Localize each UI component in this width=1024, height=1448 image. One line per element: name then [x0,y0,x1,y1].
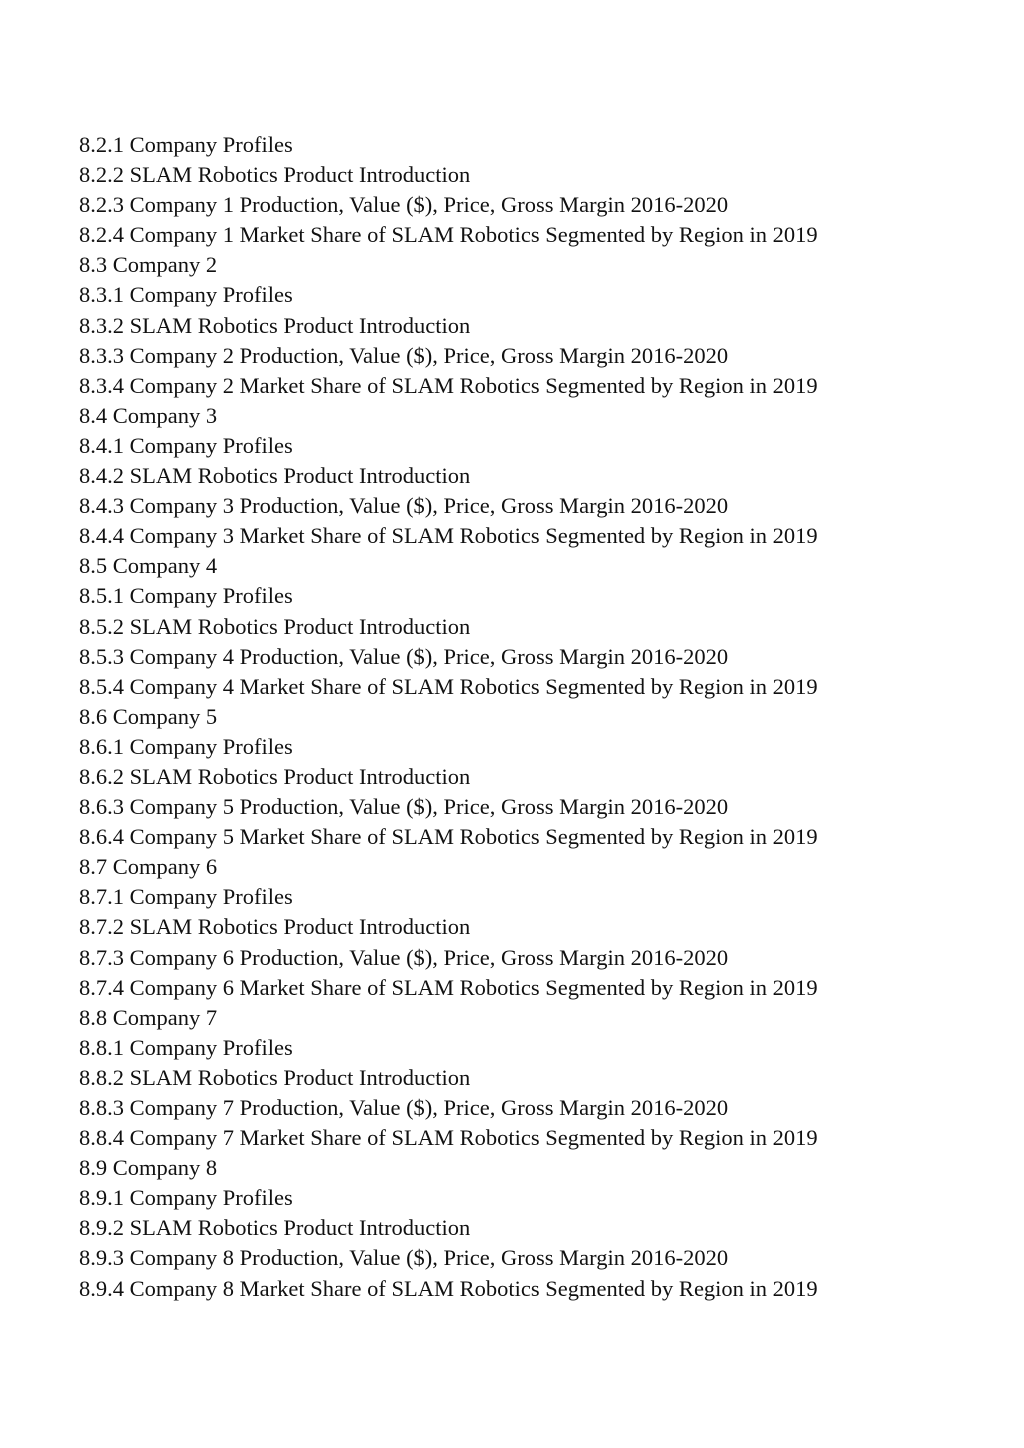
toc-line: 8.9 Company 8 [79,1155,218,1181]
toc-line: 8.3.1 Company Profiles [79,282,293,308]
toc-line: 8.6.4 Company 5 Market Share of SLAM Robotics Segmented by Region in 2019 [79,824,818,850]
toc-line: 8.9.1 Company Profiles [79,1185,293,1211]
toc-line: 8.4.1 Company Profiles [79,432,293,458]
toc-line: 8.3 Company 2 [79,252,218,278]
toc-line: 8.8.4 Company 7 Market Share of SLAM Robotics Segmented by Region in 2019 [79,1125,818,1151]
toc-line: 8.2.1 Company Profiles [79,132,293,157]
toc-line: 8.7.2 SLAM Robotics Product Introduction [79,914,471,940]
toc-line: 8.6.1 Company Profiles [79,733,293,759]
toc-line: 8.9.2 SLAM Robotics Product Introduction [79,1215,471,1241]
toc-line: 8.8 Company 7 [79,1004,218,1030]
toc-line: 8.7.1 Company Profiles [79,884,293,910]
toc-line: 8.6 Company 5 [79,703,218,729]
toc-line: 8.2.3 Company 1 Production, Value ($), Price, Gross Margin 2016-2020 [79,192,729,218]
toc-line: 8.3.3 Company 2 Production, Value ($), Price, Gross Margin 2016-2020 [79,342,729,368]
toc-line: 8.4 Company 3 [79,402,218,428]
toc-line: 8.6.2 SLAM Robotics Product Introduction [79,763,471,789]
toc-line: 8.7.3 Company 6 Production, Value ($), Price, Gross Margin 2016-2020 [79,944,729,970]
toc-line: 8.9.4 Company 8 Market Share of SLAM Robotics Segmented by Region in 2019 [79,1275,818,1301]
toc-line: 8.5 Company 4 [79,553,218,579]
toc-line: 8.4.3 Company 3 Production, Value ($), Price, Gross Margin 2016-2020 [79,493,729,519]
toc-line: 8.2.4 Company 1 Market Share of SLAM Robotics Segmented by Region in 2019 [79,222,818,248]
toc-line: 8.2.2 SLAM Robotics Product Introduction [79,162,471,188]
toc-line: 8.4.4 Company 3 Market Share of SLAM Robotics Segmented by Region in 2019 [79,523,818,549]
toc-line: 8.5.3 Company 4 Production, Value ($), Price, Gross Margin 2016-2020 [79,643,729,669]
toc-line: 8.8.1 Company Profiles [79,1034,293,1060]
toc-line: 8.8.3 Company 7 Production, Value ($), Price, Gross Margin 2016-2020 [79,1095,729,1120]
toc-line: 8.7 Company 6 [79,854,218,880]
toc-line: 8.4.2 SLAM Robotics Product Introduction [79,463,471,489]
toc-line: 8.3.2 SLAM Robotics Product Introduction [79,312,471,338]
toc-line: 8.5.1 Company Profiles [79,583,293,609]
toc-line: 8.8.2 SLAM Robotics Product Introduction [79,1064,471,1090]
toc-line: 8.9.3 Company 8 Production, Value ($), Price, Gross Margin 2016-2020 [79,1245,729,1271]
toc-line: 8.5.4 Company 4 Market Share of SLAM Robotics Segmented by Region in 2019 [79,673,818,699]
toc-line: 8.5.2 SLAM Robotics Product Introduction [79,613,471,639]
toc-line: 8.7.4 Company 6 Market Share of SLAM Robotics Segmented by Region in 2019 [79,974,818,1000]
table-of-contents [79,130,979,1304]
toc-line: 8.3.4 Company 2 Market Share of SLAM Robotics Segmented by Region in 2019 [79,372,818,398]
toc-line: 8.6.3 Company 5 Production, Value ($), Price, Gross Margin 2016-2020 [79,794,729,820]
